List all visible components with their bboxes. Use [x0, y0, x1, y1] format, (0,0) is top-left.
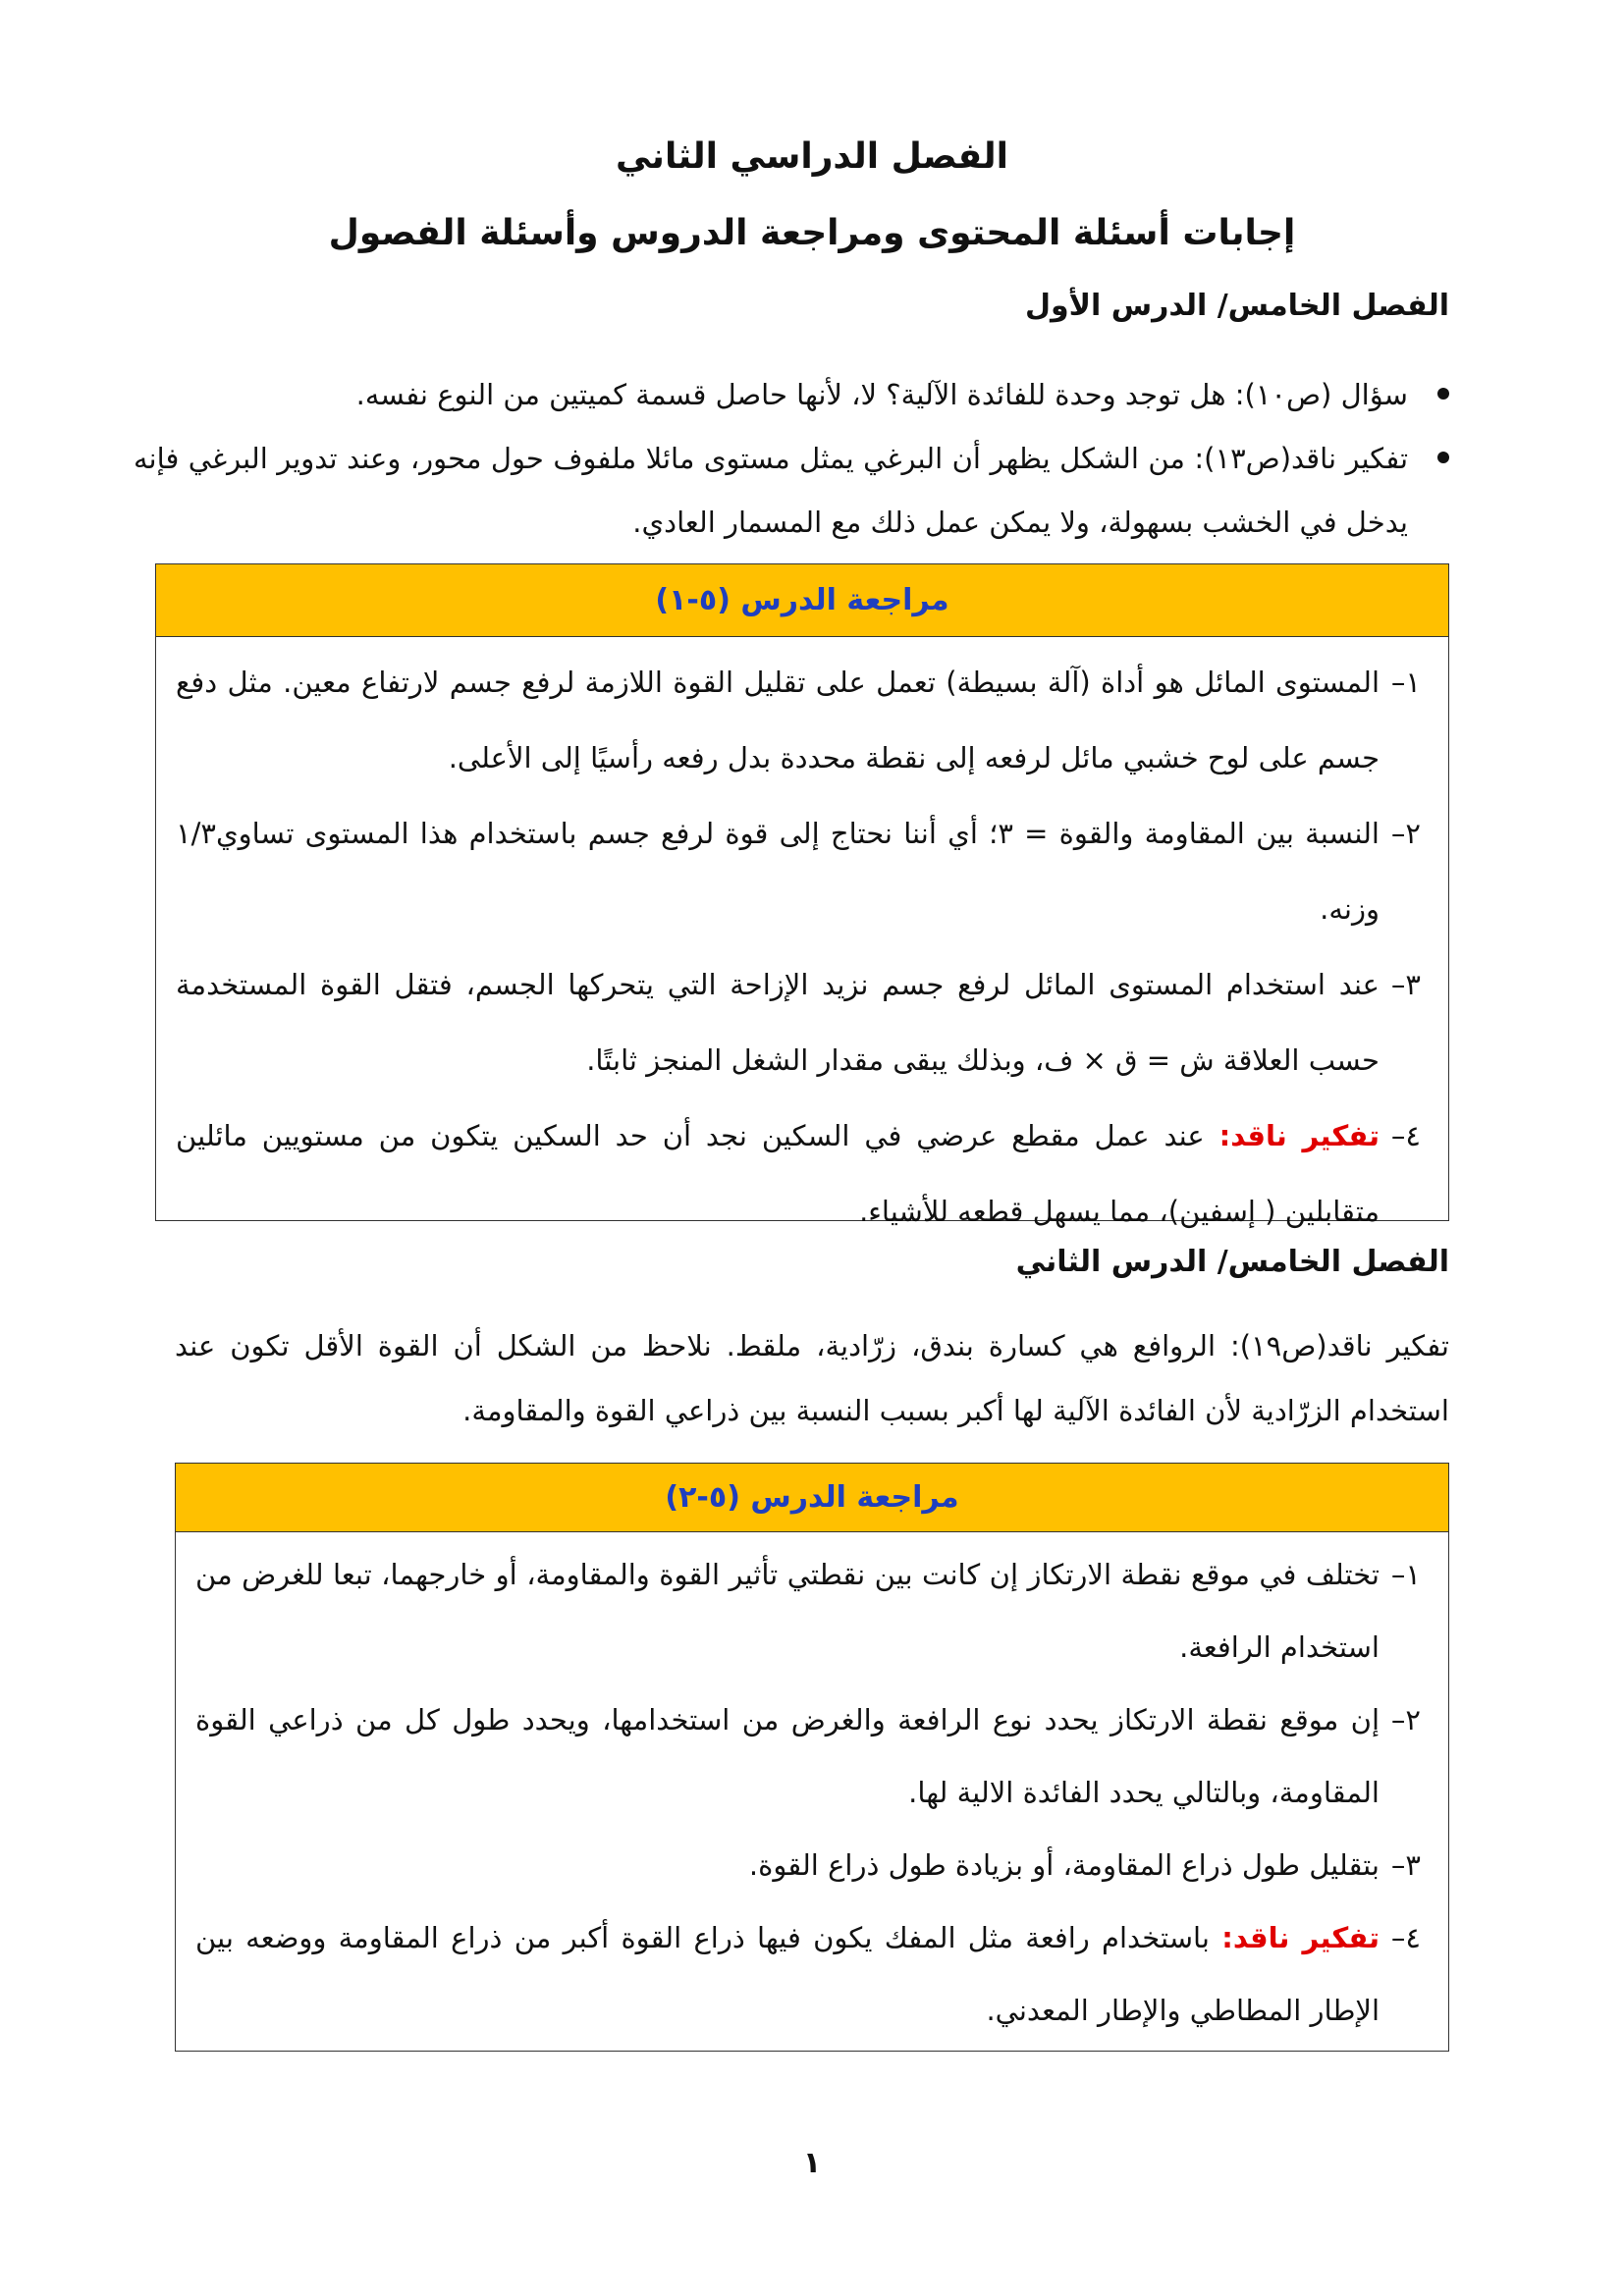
answer-text: إن موقع نقطة الارتكاز يحدد نوع الرافعة والغرض من استخدامها، ويحدد طول كل من ذراعي القوة المقاومة، وبالتالي يحدد الفائدة الالية لها. — [195, 1703, 1380, 1809]
answer-number: ١– — [1390, 666, 1421, 699]
review-answer-list — [156, 637, 1448, 1250]
review-answer-item — [176, 1098, 1421, 1250]
answer-text: عند استخدام المستوى المائل لرفع جسم نزيد الإزاحة التي يتحركها الجسم، فتقل القوة المستخدمة حسب العلاقة ش = ق × ف، وبذلك يبقى مقدار الشغل المنجز ثابتًا. — [176, 968, 1380, 1077]
critical-thinking-label: تفكير ناقد: — [1218, 1119, 1380, 1152]
review-answer-item — [176, 947, 1421, 1098]
bullet-text: تفكير ناقد(ص١٣): من الشكل يظهر أن البرغي يمثل مستوى مائلا ملفوف حول محور، وعند تدوير البرغي فإنه يدخل في الخشب بسهولة، ولا يمكن عمل ذلك مع المسمار العادي. — [134, 442, 1409, 539]
lesson-2-paragraph: تفكير ناقد(ص١٩): الروافع هي كسارة بندق، زرّادية، ملقط. نلاحظ من الشكل أن القوة الأقل تكون عند استخدام الزرّادية لأن الفائدة الآلية لها أكبر بسبب النسبة بين ذراعي القوة والمقاومة. — [175, 1329, 1449, 1427]
review-box-title: مراجعة الدرس (٥-٢) — [176, 1464, 1448, 1532]
page-subtitle: إجابات أسئلة المحتوى ومراجعة الدروس وأسئلة الفصول — [328, 213, 1296, 253]
lesson-1-bullet-list — [134, 363, 1449, 555]
answer-text: بتقليل طول ذراع المقاومة، أو بزيادة طول ذراع القوة. — [748, 1848, 1380, 1882]
answer-number: ٤– — [1390, 1119, 1421, 1152]
page-number: ١ — [802, 2146, 822, 2180]
bullet-item — [134, 427, 1408, 555]
review-answer-item — [176, 645, 1421, 796]
answer-number: ٢– — [1390, 817, 1421, 850]
answer-number: ٤– — [1390, 1921, 1421, 1954]
review-answer-list — [176, 1532, 1448, 2047]
review-answer-item — [195, 1683, 1421, 1829]
answer-text: النسبة بين المقاومة والقوة = ٣؛ أي أننا نحتاج إلى قوة لرفع جسم باستخدام هذا المستوى تساوي١/٣ وزنه. — [176, 817, 1380, 926]
answer-text: عند عمل مقطع عرضي في السكين نجد أن حد السكين يتكون من مستويين مائلين متقابلين ( إسفين)، مما يسهل قطعه للأشياء. — [176, 1119, 1380, 1228]
review-answer-item — [195, 1538, 1421, 1683]
answer-number: ٣– — [1390, 968, 1421, 1001]
section-heading-lesson-1: الفصل الخامس/ الدرس الأول — [1024, 289, 1449, 323]
review-box-title: مراجعة الدرس (٥-١) — [156, 564, 1448, 637]
critical-thinking-label: تفكير ناقد: — [1221, 1921, 1380, 1954]
review-answer-item — [195, 1901, 1421, 2047]
bullet-item — [134, 363, 1408, 427]
answer-number: ١– — [1390, 1558, 1421, 1591]
lesson-review-box-5-2 — [175, 1463, 1449, 2052]
lesson-review-box-5-1 — [155, 563, 1449, 1228]
page-title: الفصل الدراسي الثاني — [616, 136, 1008, 177]
answer-number: ٣– — [1390, 1848, 1421, 1882]
answer-text: المستوى المائل هو أداة (آلة بسيطة) تعمل على تقليل القوة اللازمة لرفع جسم لارتفاع معين. مثل دفع جسم على لوح خشبي مائل لرفعه إلى نقطة محددة بدل رفعه رأسيًا إلى الأعلى. — [176, 666, 1380, 774]
bullet-dot-icon — [1437, 388, 1449, 400]
section-heading-lesson-2: الفصل الخامس/ الدرس الثاني — [1015, 1245, 1449, 1279]
answer-number: ٢– — [1390, 1703, 1421, 1736]
bullet-dot-icon — [1437, 452, 1449, 463]
answer-text: تختلف في موقع نقطة الارتكاز إن كانت بين نقطتي تأثير القوة والمقاومة، أو خارجهما، تبعا للغرض من استخدام الرافعة. — [195, 1558, 1380, 1664]
answer-text: باستخدام رافعة مثل المفك يكون فيها ذراع القوة أكبر من ذراع المقاومة ووضعه بين الإطار المطاطي والإطار المعدني. — [195, 1921, 1380, 2027]
bullet-text: سؤال (ص١٠): هل توجد وحدة للفائدة الآلية؟ لا، لأنها حاصل قسمة كميتين من النوع نفسه. — [355, 378, 1408, 411]
review-answer-item — [176, 796, 1421, 947]
review-answer-item — [195, 1829, 1421, 1901]
